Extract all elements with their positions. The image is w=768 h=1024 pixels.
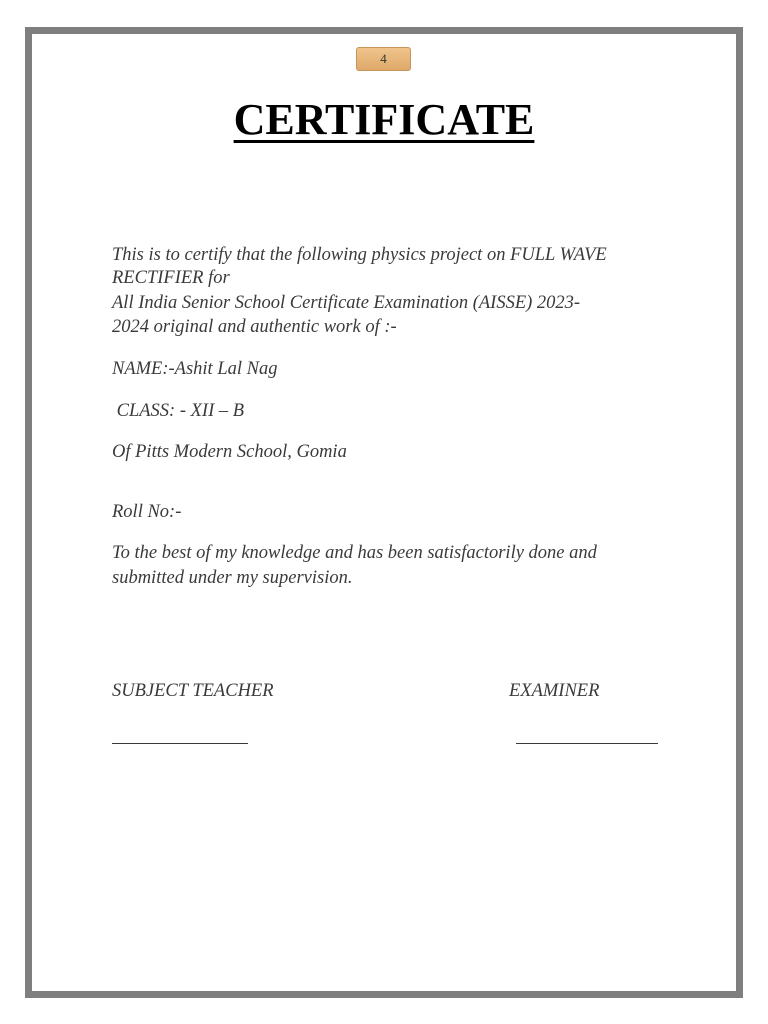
- roll-number: Roll No:-: [112, 502, 182, 522]
- closing-line-2: submitted under my supervision.: [112, 568, 353, 588]
- student-name: NAME:-Ashit Lal Nag: [112, 359, 278, 379]
- certificate-title-text: CERTIFICATE: [233, 95, 535, 144]
- page-number-badge: 4: [356, 47, 411, 71]
- subject-teacher-label: SUBJECT TEACHER: [112, 681, 274, 701]
- certify-line-3: All India Senior School Certificate Examination (AISSE) 2023-: [112, 293, 581, 313]
- certify-line-4: 2024 original and authentic work of :-: [112, 317, 397, 337]
- student-class: CLASS: - XII – B: [112, 401, 245, 421]
- subject-teacher-signature-line: [112, 743, 248, 744]
- closing-line-1: To the best of my knowledge and has been satisfactorily done and: [112, 543, 597, 563]
- examiner-label: EXAMINER: [509, 681, 600, 701]
- school-name: Of Pitts Modern School, Gomia: [112, 442, 347, 462]
- certify-line-1: This is to certify that the following physics project on FULL WAVE: [112, 245, 607, 265]
- certify-line-2: RECTIFIER for: [112, 268, 230, 288]
- examiner-signature-line: [516, 743, 658, 744]
- certificate-title: [0, 92, 768, 148]
